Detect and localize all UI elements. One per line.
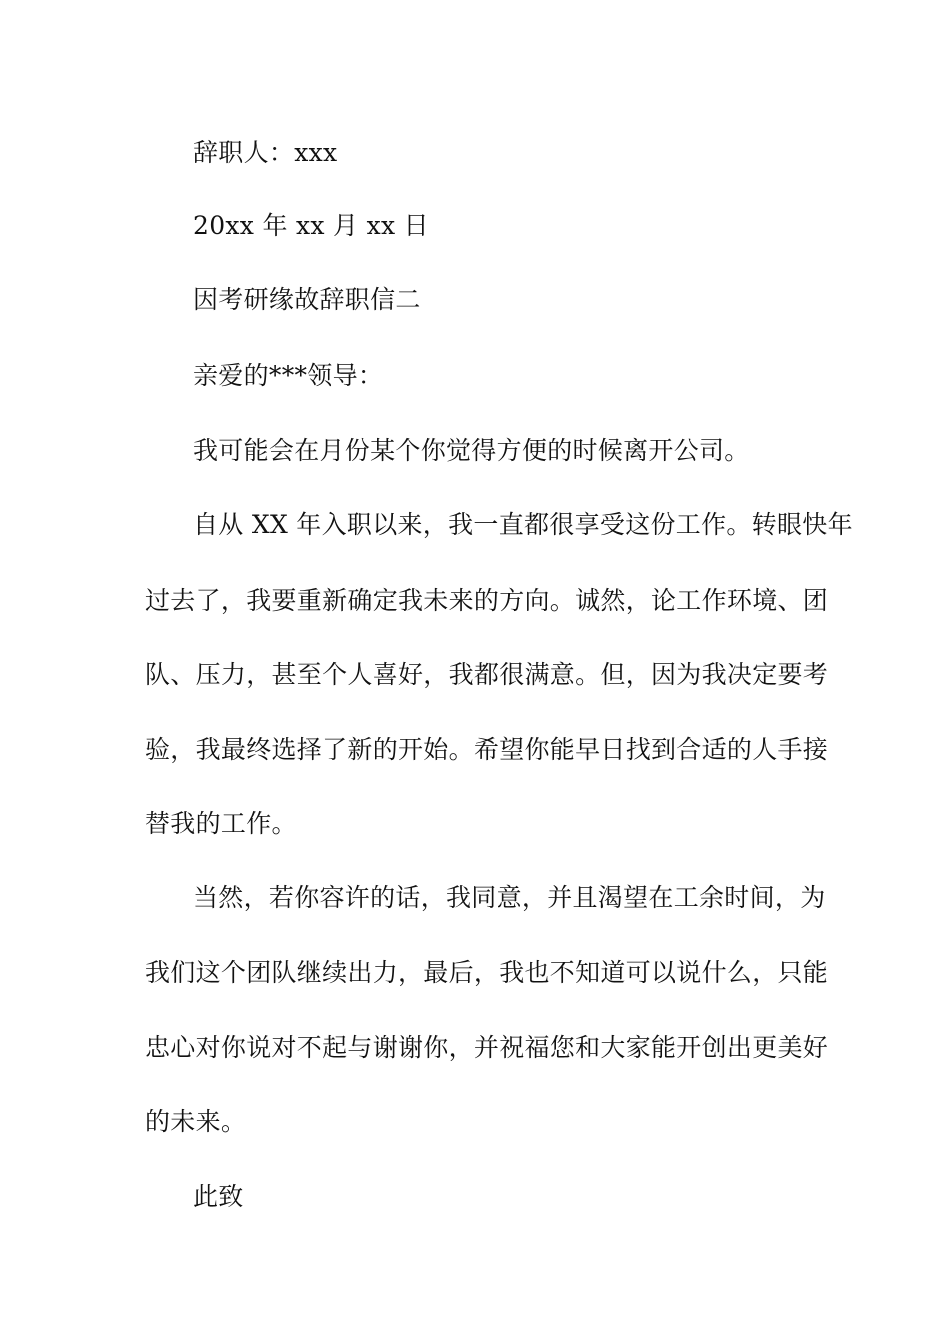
paragraph-1: 我可能会在月份某个你觉得方便的时候离开公司。 xyxy=(193,436,750,465)
salutation: 亲爱的***领导： xyxy=(193,361,384,390)
signer-line: 辞职人：xxx xyxy=(193,138,338,167)
date-line: 20xx 年 xx 月 xx 日 xyxy=(193,211,429,240)
paragraph-3-line-3: 忠心对你说对不起与谢谢你，并祝福您和大家能开创出更美好 xyxy=(145,1033,829,1062)
paragraph-2-line-1: 自从 XX 年入职以来，我一直都很享受这份工作。转眼快年 xyxy=(193,510,853,539)
paragraph-2-line-5: 替我的工作。 xyxy=(145,809,297,838)
paragraph-2-line-2: 过去了，我要重新确定我未来的方向。诚然，论工作环境、团 xyxy=(145,586,829,615)
closing: 此致 xyxy=(193,1182,244,1211)
paragraph-3-line-2: 我们这个团队继续出力，最后，我也不知道可以说什么，只能 xyxy=(145,958,829,987)
paragraph-3-line-1: 当然，若你容许的话，我同意，并且渴望在工余时间，为 xyxy=(193,883,826,912)
paragraph-3-line-4: 的未来。 xyxy=(145,1107,247,1136)
paragraph-2-line-3: 队、压力，甚至个人喜好，我都很满意。但，因为我决定要考 xyxy=(145,660,829,689)
paragraph-2-line-4: 验，我最终选择了新的开始。希望你能早日找到合适的人手接 xyxy=(145,735,829,764)
letter-title: 因考研缘故辞职信二 xyxy=(193,285,421,314)
